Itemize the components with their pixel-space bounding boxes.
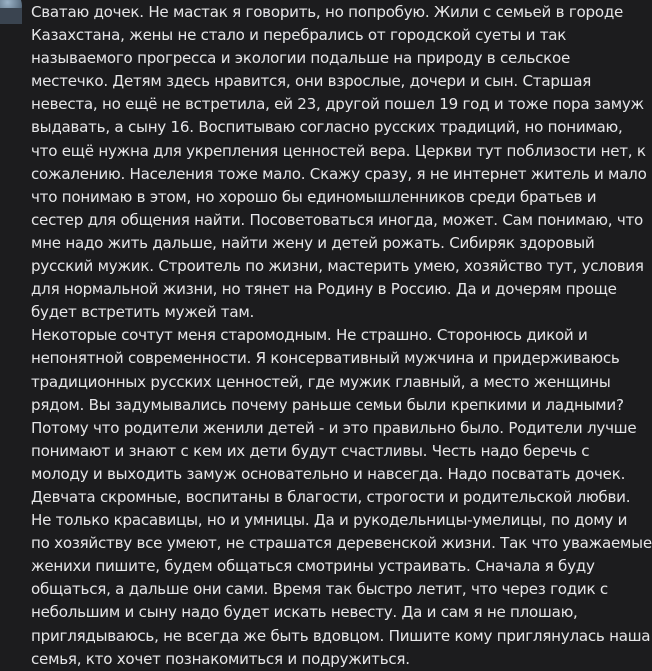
post-text-line: русский мужик. Строитель по жизни, мастерить умею, хозяйство тут, условия [31,257,644,276]
post-text-line: что понимаю в этом, но хорошо бы единомышленников среди братьев и [31,187,597,206]
post-text-line: общаться, а дальше они сами. Время так быстро летит, что через годик с [31,580,608,599]
post-text-line: семья, кто хочет познакомиться и подружиться. [31,649,410,668]
post-text-line: для нормальной жизни, но тянет на Родину в Россию. Да и дочерям проще [31,280,617,299]
post-text-line: мне надо жить дальше, найти жену и детей рожать. Сибиряк здоровый [31,233,595,252]
post-text-line: непонятной современности. Я консервативный мужчина и придерживаюсь [31,349,620,368]
avatar-shade [0,8,22,24]
post-text-line: Некоторые сочтут меня старомодным. Не страшно. Сторонюсь дикой и [31,326,588,345]
post-text-line: Казахстана, жены не стало и перебрались от городской суеты и так [31,26,567,45]
post-text-line: традиционных русских ценностей, где мужик главный, а место женщины [31,372,611,391]
post-body-text [31,1,652,671]
post-text-line: приглядываюсь, не всегда же быть вдовцом. Пишите кому приглянулась наша [31,626,651,645]
post-text-line: молоду и выходить замуж основательно и навсегда. Надо посватать дочек. [31,464,626,483]
post-text-line: Сватаю дочек. Не мастак я говорить, но попробую. Жили с семьей в городе [31,3,624,21]
post-text-line: женихи пишите, будем общаться смотрины устраивать. Сначала я буду [31,557,595,576]
post-text-line: что ещё нужна для укрепления ценностей вера. Церкви тут поблизости нет, к [31,141,646,160]
post-text-line: выдавать, а сыну 16. Воспитываю согласно русских традиций, но понимаю, [31,118,623,137]
post-text-line: понимают и знают с кем их дети будут счастливы. Честь надо беречь с [31,441,590,460]
post-text-line: рядом. Вы задумывались почему раньше семьи были крепкими и ладными? [31,395,624,414]
post-text-line: называемого прогресса и экологии подальше на природу в сельское [31,49,571,68]
post-text-line: Не только красавицы, но и умницы. Да и рукодельницы-умелицы, по дому и [31,511,628,530]
post-text-line: Потому что родители женили детей - и это правильно было. Родители лучше [31,418,637,437]
post-text-line: по хозяйству все умеют, не страшатся деревенской жизни. Так что уважаемые [31,534,652,553]
post-text-line: местечко. Детям здесь нравится, они взрослые, дочери и сын. Старшая [31,72,592,91]
author-avatar[interactable] [0,0,22,24]
post-text-line: небольшим и сыну надо будет искать невесту. Да и сам я не плошаю, [31,603,578,622]
post-text-line: невеста, но ещё не встретила, ей 23, другой пошел 19 год и тоже пора замуж [31,95,644,114]
post-text-line: будет встретить мужей там. [31,303,255,322]
post-text-line: сожалению. Населения тоже мало. Скажу сразу, я не интернет житель и мало [31,164,647,183]
post-text-line: сестер для общения найти. Посоветоваться иногда, может. Сам понимаю, что [31,210,644,229]
post-text-line: Девчата скромные, воспитаны в благости, строгости и родительской любви. [31,487,631,506]
